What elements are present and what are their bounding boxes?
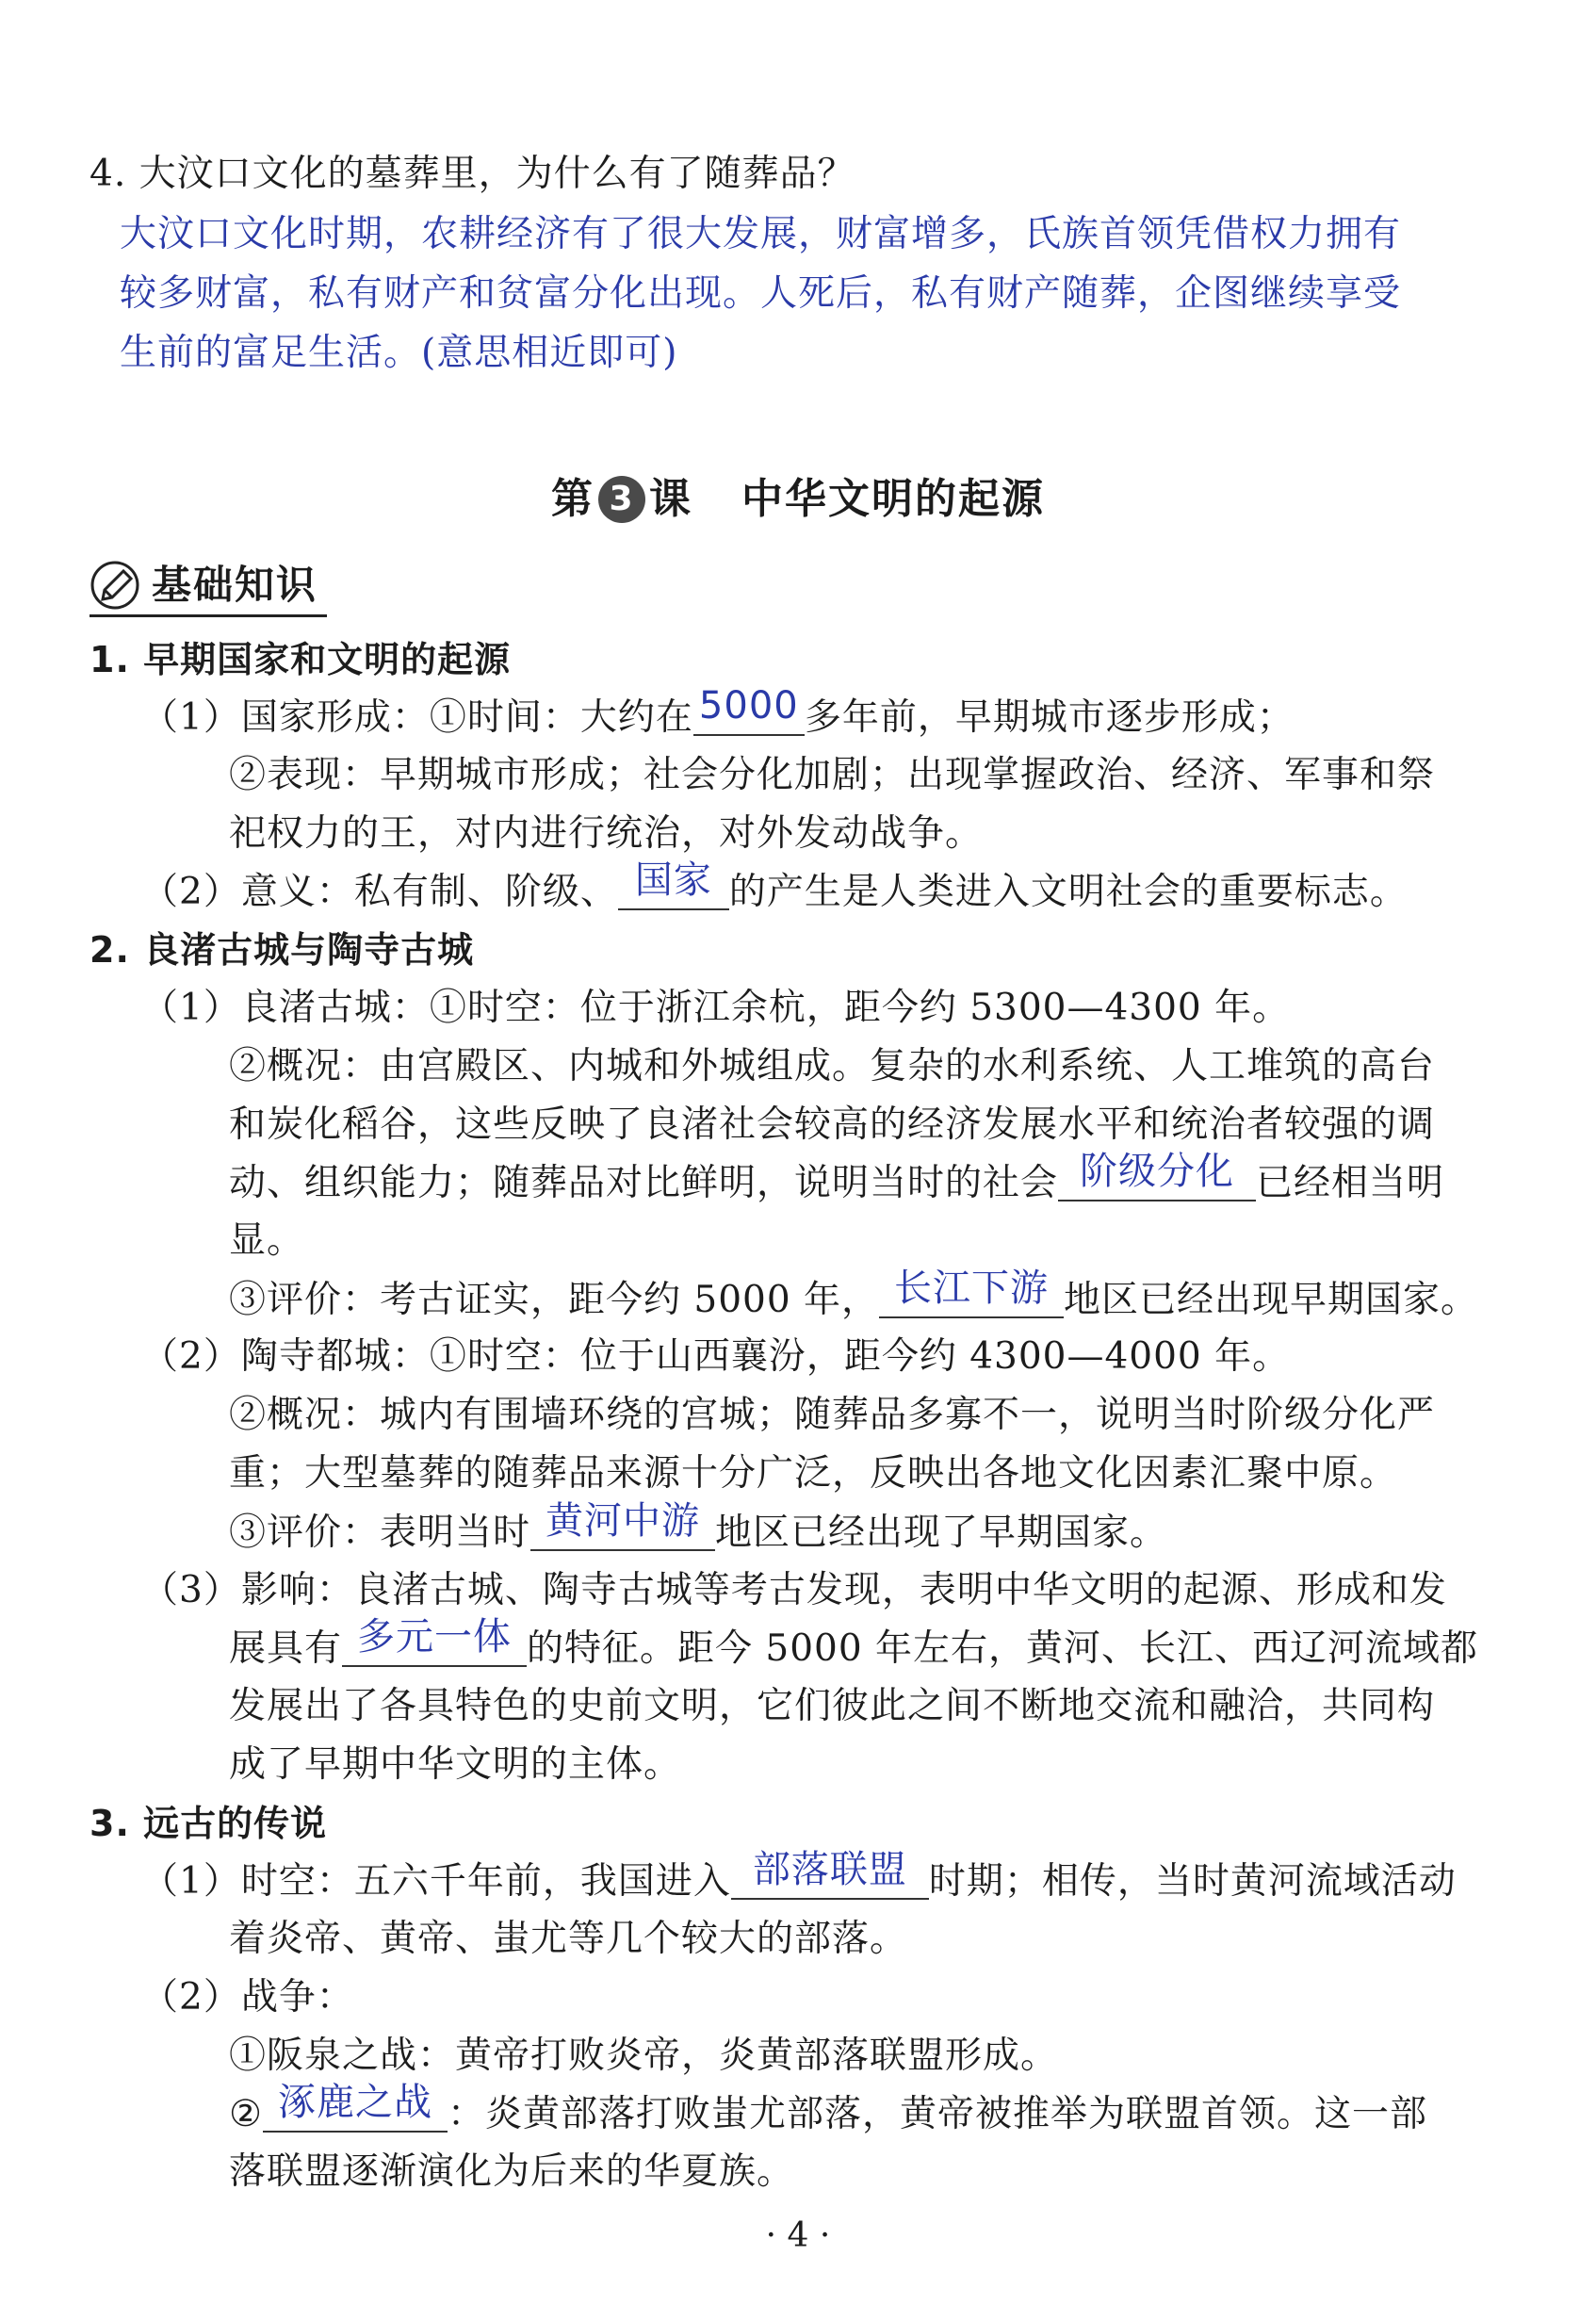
item-2-1-c: 和炭化稻谷，这些反映了良渚社会较高的经济发展水平和统治者较强的调 (229, 1103, 1436, 1146)
item-1-1-time: （1）国家形成：①时间：大约在 5000 多年前，早期城市逐步形成； (141, 684, 1295, 739)
item-1-title: 1. 早期国家和文明的起源 (90, 639, 512, 680)
lesson-prefix: 第 (551, 475, 595, 523)
item-3-1-b: 着炎帝、黄帝、蚩尤等几个较大的部落。 (229, 1918, 908, 1960)
item-2-1-f: ③评价：考古证实，距今约 5000 年， 长江下游 地区已经出现早期国家。 (229, 1267, 1479, 1321)
item-2-3-a: （3）影响：良渚古城、陶寺古城等考古发现，表明中华文明的起源、形成和发 (141, 1569, 1447, 1611)
item-1-2-meaning: （2）意义：私有制、阶级、 国家 的产生是人类进入文明社会的重要标志。 (141, 858, 1408, 913)
question-4: 4. 大汶口文化的墓葬里，为什么有了随葬品？ (90, 153, 855, 195)
item-3-1-a: （1）时空：五六千年前，我国进入 部落联盟 时期；相传，当时黄河流域活动 (141, 1848, 1457, 1903)
answer-line-2: 较多财富，私有财产和贫富分化出现。人死后，私有财产随葬，企图继续享受 (120, 272, 1402, 315)
item-2-1-e: 显。 (229, 1219, 305, 1262)
lesson-number-badge: 3 (598, 476, 645, 523)
item-3-2-b: ①阪泉之战：黄帝打败炎帝，炎黄部落联盟形成。 (229, 2035, 1059, 2077)
item-2-3-d: 成了早期中华文明的主体。 (229, 1743, 682, 1786)
lesson-title (0, 471, 1596, 528)
item-3-2-a: （2）战争： (141, 1976, 354, 2019)
section-title: 基础知识 (152, 562, 318, 608)
item-1-1-expression-cont: 祀权力的王，对内进行统治，对外发动战争。 (229, 812, 984, 855)
answer-blank: 阶级分化 (1058, 1156, 1256, 1201)
answer-line-1: 大汶口文化时期，农耕经济有了很大发展，财富增多，氏族首领凭借权力拥有 (120, 213, 1402, 255)
item-2-2-a: （2）陶寺都城：①时空：位于山西襄汾，距今约 4300—4000 年。 (141, 1335, 1291, 1378)
pencil-icon (90, 560, 140, 611)
item-2-1-a: （1）良渚古城：①时空：位于浙江余杭，距今约 5300—4300 年。 (141, 987, 1291, 1029)
answer-blank: 5000 (693, 691, 805, 736)
item-3-title: 3. 远古的传说 (90, 1803, 328, 1844)
lesson-name: 中华文明的起源 (741, 475, 1045, 523)
answer-blank: 多元一体 (342, 1622, 527, 1667)
item-3-2-c: ② 涿鹿之战 ：炎黄部落打败蚩尤部落，黄帝被推举为联盟首领。这一部 (229, 2081, 1427, 2135)
item-2-3-b: 展具有 多元一体 的特征。距今 5000 年左右，黄河、长江、西辽河流域都 (229, 1615, 1479, 1670)
answer-blank: 国家 (618, 865, 729, 910)
answer-blank: 长江下游 (879, 1273, 1064, 1318)
lesson-suffix: 课 (649, 475, 693, 523)
item-2-1-d: 动、组织能力；随葬品对比鲜明，说明当时的社会 阶级分化 已经相当明 (229, 1150, 1445, 1204)
item-2-2-b: ②概况：城内有围墙环绕的宫城；随葬品多寡不一，说明当时阶级分化严 (229, 1394, 1436, 1436)
item-2-title: 2. 良渚古城与陶寺古城 (90, 929, 475, 971)
page-number: · 4 · (765, 2216, 831, 2255)
item-3-2-d: 落联盟逐渐演化为后来的华夏族。 (229, 2150, 795, 2193)
item-2-1-b: ②概况：由宫殿区、内城和外城组成。复杂的水利系统、人工堆筑的高台 (229, 1045, 1436, 1087)
section-heading (90, 556, 327, 617)
item-2-2-d: ③评价：表明当时 黄河中游 地区已经出现了早期国家。 (229, 1499, 1168, 1554)
item-2-2-c: 重；大型墓葬的随葬品来源十分广泛，反映出各地文化因素汇聚中原。 (229, 1452, 1398, 1495)
answer-blank: 部落联盟 (731, 1855, 929, 1900)
answer-line-3: 生前的富足生活。(意思相近即可) (120, 332, 678, 374)
answer-blank: 涿鹿之战 (263, 2087, 448, 2133)
answer-blank: 黄河中游 (530, 1506, 715, 1551)
item-1-1-expression: ②表现：早期城市形成；社会分化加剧；出现掌握政治、经济、军事和祭 (229, 754, 1436, 796)
item-2-3-c: 发展出了各具特色的史前文明，它们彼此之间不断地交流和融洽，共同构 (229, 1685, 1436, 1727)
